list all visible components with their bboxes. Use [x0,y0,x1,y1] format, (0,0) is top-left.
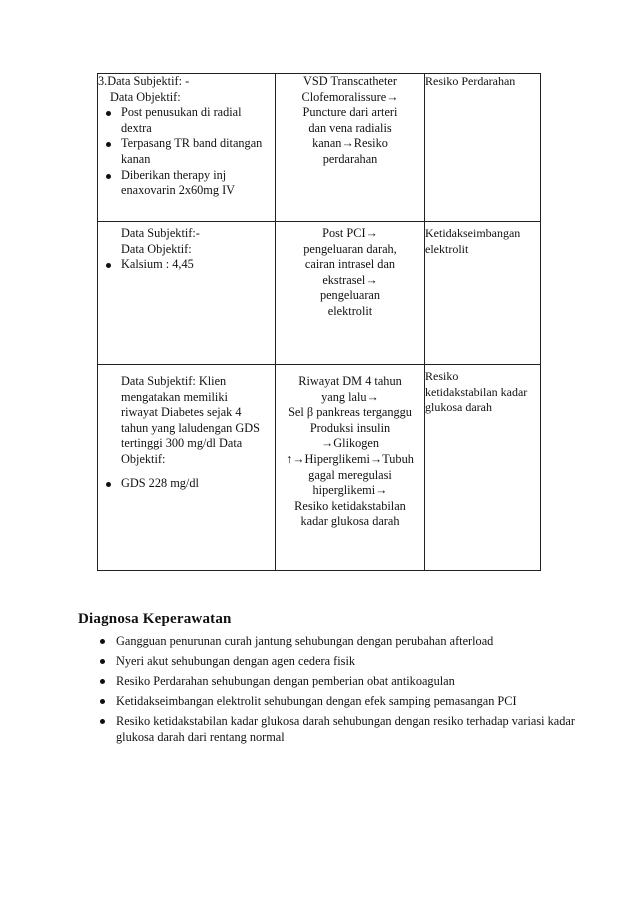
data-text-line: tertinggi 300 mg/dl Data [121,436,243,451]
diagnosis-item: Resiko ketidakstabilan kadar glukosa darah sehubungan dengan resiko terhadap variasi kadar glukosa darah dari rentang normal [96,713,601,745]
data-bullet-item: GDS 228 mg/dl [98,476,275,492]
etiology-line: VSD Transcatheter [303,74,397,88]
data-subjective-label: 3.Data Subjektif: - [98,74,190,88]
etiology-line: Clofemoralissure→ [301,89,399,104]
diagnosis-item: Nyeri akut sehubungan dengan agen cedera fisik [96,653,601,669]
etiology-line: pengeluaran [319,288,381,303]
data-objective-label: Data Objektif: [121,241,192,256]
etiology-line: ↑→Hiperglikemi→Tubuh [286,451,414,466]
etiology-line: kadar glukosa darah [300,514,400,529]
etiology-line: elektrolit [327,303,373,318]
problem-cell [425,365,541,571]
etiology-line: hiperglikemi→ [312,483,388,498]
problem-line: glukosa darah [425,400,492,415]
diagnosis-item: Ketidakseimbangan elektrolit sehubungan dengan efek samping pemasangan PCI [96,693,601,709]
data-subjective-label: Data Subjektif:- [121,226,200,240]
etiology-line: Resiko ketidakstabilan [294,498,406,513]
etiology-line: perdarahan [322,151,378,166]
etiology-cell [276,365,425,571]
data-bullet-item: Post penusukan di radial dextra [98,105,275,136]
etiology-line: yang lalu→ [321,389,379,404]
analysis-table [97,73,541,571]
data-text-line: tahun yang laludengan GDS [121,420,260,435]
problem-line: elektrolit [425,241,469,256]
data-bullet-item: Kalsium : 4,45 [98,257,275,273]
etiology-line: pengeluaran darah, [303,241,397,256]
data-text-line: Data Subjektif: Klien [121,374,227,388]
diagnosis-item: Gangguan penurunan curah jantung sehubungan dengan perubahan afterload [96,633,601,649]
diagnosis-list [96,633,601,749]
table-row [98,222,541,365]
etiology-line: Produksi insulin [309,420,391,435]
etiology-line: ekstrasel→ [322,272,378,287]
etiology-line: dan vena radialis [308,120,392,135]
table-row [98,365,541,571]
etiology-line: Puncture dari arteri [302,105,398,120]
table-row [98,74,541,222]
etiology-cell [276,74,425,222]
data-cell [98,222,276,365]
etiology-cell [276,222,425,365]
etiology-line: gagal meregulasi [308,467,392,482]
problem-line: Resiko Perdarahan [425,74,516,88]
data-text-line: riwayat Diabetes sejak 4 [121,405,242,420]
etiology-line: kanan→Resiko [312,136,388,151]
problem-line: Ketidakseimbangan [425,226,521,240]
etiology-line: Post PCI→ [322,226,378,240]
data-text-line: mengatakan memiliki [121,389,228,404]
etiology-line: Riwayat DM 4 tahun [298,374,402,388]
etiology-line: cairan intrasel dan [304,257,396,272]
data-cell [98,74,276,222]
data-cell [98,365,276,571]
problem-cell [425,74,541,222]
diagnosis-item: Resiko Perdarahan sehubungan dengan pemberian obat antikoagulan [96,673,601,689]
data-bullet-item: Diberikan therapy inj enaxovarin 2x60mg IV [98,168,275,199]
etiology-line: Sel β pankreas terganggu [288,405,412,420]
section-heading: Diagnosa Keperawatan [78,611,232,627]
data-bullet-item: Terpasang TR band ditangan kanan [98,136,275,167]
problem-line: Resiko [425,369,459,383]
data-text-line: Objektif: [121,451,166,466]
problem-line: ketidakstabilan kadar [425,384,528,399]
data-objective-label: Data Objektif: [110,89,181,104]
problem-cell [425,222,541,365]
etiology-line: →Glikogen [320,436,380,451]
